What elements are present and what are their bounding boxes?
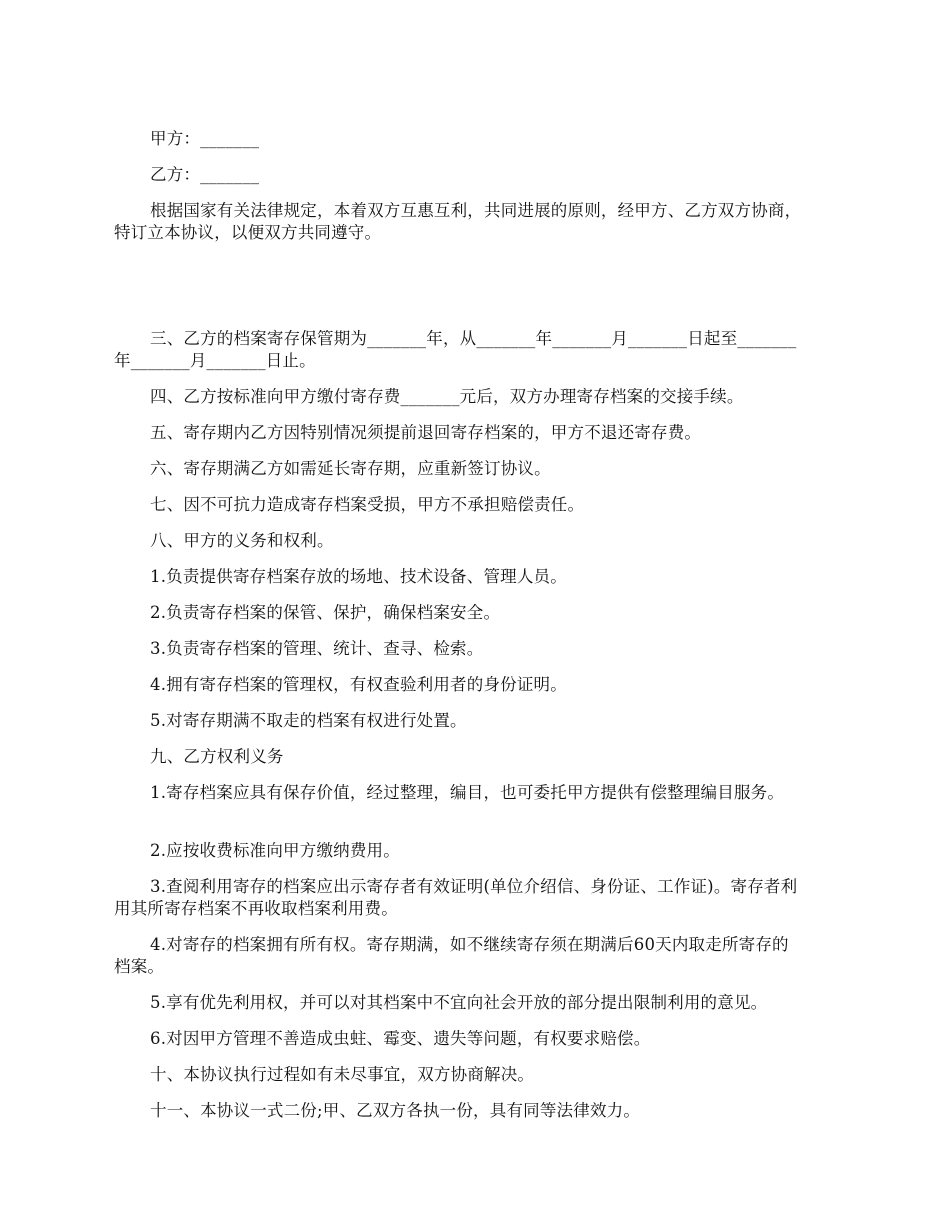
clause-8-item-4: 4.拥有寄存档案的管理权，有权查验利用者的身份证明。: [150, 675, 567, 694]
party-b-line: 乙方：_______: [150, 165, 260, 184]
clause-10: 十、本协议执行过程如有未尽事宜，双方协商解决。: [150, 1065, 535, 1084]
clause-9-item-4: 4.对寄存的档案拥有所有权。寄存期满，如不继续寄存须在期满后60天内取走所寄存的档案。: [114, 935, 789, 976]
clause-8-item-5: 5.对寄存期满不取走的档案有权进行处置。: [150, 711, 467, 730]
clause-9-item-2: 2.应按收费标准向甲方缴纳费用。: [150, 841, 400, 860]
clause-9-item-3: 3.查阅利用寄存的档案应出示寄存者有效证明(单位介绍信、身份证、工作证)。寄存者利用其所寄存档案不再收取档案利用费。: [114, 877, 798, 918]
clause-8-item-2: 2.负责寄存档案的保管、保护，确保档案安全。: [150, 603, 501, 622]
party-a-line: 甲方：_______: [150, 129, 260, 148]
clause-9-heading: 九、乙方权利义务: [150, 747, 284, 766]
clause-11: 十一、本协议一式二份;甲、乙双方各执一份，具有同等法律效力。: [150, 1101, 641, 1120]
clause-9-item-1: 1.寄存档案应具有保存价值，经过整理，编目，也可委托甲方提供有偿整理编目服务。: [150, 783, 785, 802]
clause-9-item-5: 5.享有优先利用权，并可以对其档案中不宜向社会开放的部分提出限制利用的意见。: [150, 993, 768, 1012]
clause-8-item-3: 3.负责寄存档案的管理、统计、查寻、检索。: [150, 639, 484, 658]
clause-5: 五、寄存期内乙方因特别情况须提前退回寄存档案的，甲方不退还寄存费。: [150, 423, 702, 442]
clause-3: 三、乙方的档案寄存保管期为_______年，从_______年_______月_______日起至_______年_______月_______日止。: [114, 329, 797, 370]
clause-9-item-6: 6.对因甲方管理不善造成虫蛀、霉变、遗失等问题，有权要求赔偿。: [150, 1029, 651, 1048]
clause-7: 七、因不可抗力造成寄存档案受损，甲方不承担赔偿责任。: [150, 495, 585, 514]
clause-4: 四、乙方按标准向甲方缴付寄存费_______元后，双方办理寄存档案的交接手续。: [150, 387, 744, 406]
clause-8-item-1: 1.负责提供寄存档案存放的场地、技术设备、管理人员。: [150, 567, 567, 586]
clause-6: 六、寄存期满乙方如需延长寄存期，应重新签订协议。: [150, 459, 551, 478]
preamble-paragraph: 根据国家有关法律规定，本着双方互惠互利，共同进展的原则，经甲方、乙方双方协商，特订立本协议，以便双方共同遵守。: [114, 201, 802, 242]
clause-8-heading: 八、甲方的义务和权利。: [150, 531, 334, 550]
